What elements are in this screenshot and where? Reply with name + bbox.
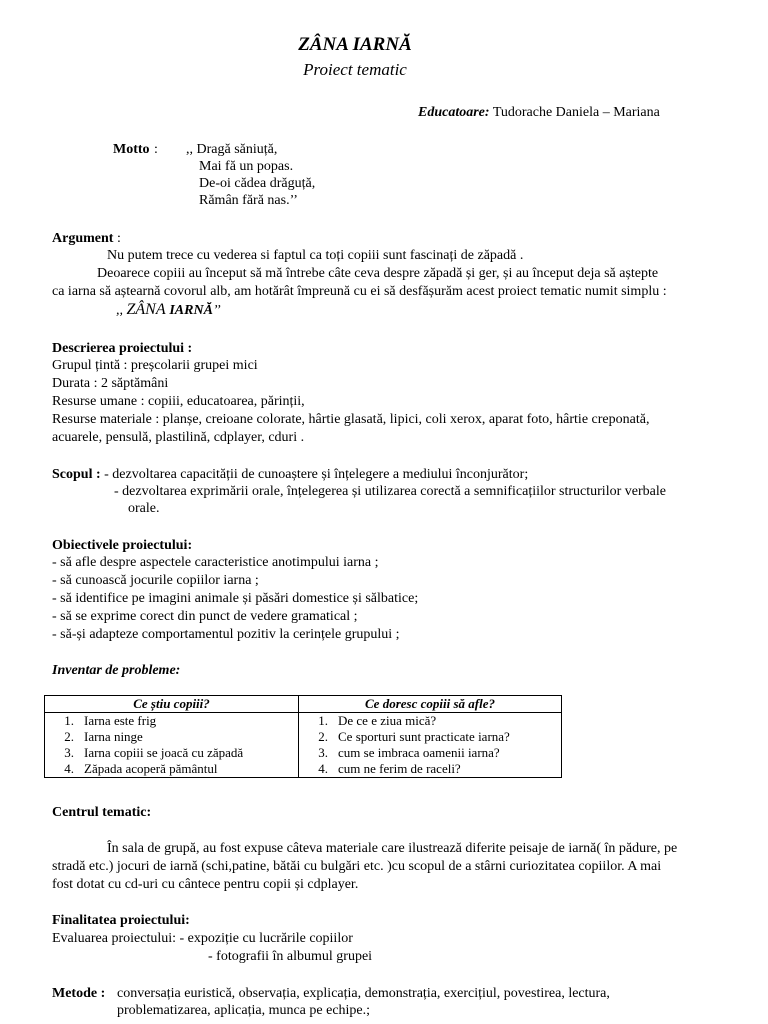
objective-item: - să afle despre aspectele caracteristice anotimpului iarna ; bbox=[52, 555, 379, 570]
finality-line: - fotografii în albumul grupei bbox=[208, 949, 373, 964]
table-row bbox=[45, 713, 562, 730]
want-cell bbox=[299, 713, 562, 730]
scope-text: orale. bbox=[128, 501, 160, 516]
center-text: fost dotat cu cd-uri cu cântece pentru copii și cdplayer. bbox=[52, 877, 359, 892]
motto-label: Motto bbox=[113, 142, 150, 157]
want-text: Ce sporturi sunt practicate iarna? bbox=[338, 729, 510, 744]
motto-separator: : bbox=[154, 142, 158, 157]
want-text: cum ne ferim de raceli? bbox=[338, 761, 461, 776]
educator-label: Educatoare: bbox=[418, 105, 490, 120]
argument-heading-line bbox=[52, 230, 121, 247]
description-heading: Descrierea proiectului : bbox=[52, 341, 193, 356]
methods-text: conversația euristică, observația, explicația, demonstrația, exercițiul, povestirea, lectura, bbox=[117, 986, 610, 1001]
know-text: Zăpada acoperă pământul bbox=[84, 761, 218, 776]
argument-separator: : bbox=[113, 231, 121, 246]
want-cell bbox=[299, 745, 562, 761]
description-line: Durata : 2 săptămâni bbox=[52, 376, 169, 391]
argument-heading: Argument bbox=[52, 231, 114, 246]
document-title: ZÂNA IARNĂ bbox=[298, 34, 412, 55]
finality-evaluation-label: Evaluarea proiectului: bbox=[52, 931, 176, 946]
methods-text: problematizarea, aplicația, munca pe echipe.; bbox=[117, 1003, 371, 1018]
row-number: 2. bbox=[318, 729, 328, 744]
project-name-line bbox=[116, 301, 221, 319]
argument-text: Nu putem trece cu vederea si faptul ca toți copiii sunt fascinați de zăpadă . bbox=[107, 248, 524, 263]
scope-text: - dezvoltarea exprimării orale, înțelegerea și utilizarea corectă a semnificațiilor structurilor verbale bbox=[114, 484, 666, 499]
document-subtitle: Proiect tematic bbox=[303, 60, 407, 79]
motto-line: De-oi cădea drăguță, bbox=[199, 176, 316, 191]
row-number: 2. bbox=[64, 729, 74, 744]
description-line: Grupul țintă : preșcolarii grupei mici bbox=[52, 358, 258, 373]
inventory-heading: Inventar de probleme: bbox=[52, 663, 181, 678]
educator-name: Tudorache Daniela – Mariana bbox=[492, 105, 660, 120]
methods-label: Metode : bbox=[52, 986, 106, 1001]
row-number: 1. bbox=[318, 713, 328, 728]
row-number: 3. bbox=[318, 745, 328, 760]
objective-item: - să cunoască jocurile copiilor iarna ; bbox=[52, 573, 259, 588]
finality-heading: Finalitatea proiectului: bbox=[52, 913, 190, 928]
description-line: Resurse materiale : planșe, creioane colorate, hârtie glasată, lipici, coli xerox, aparat foto, hârtie creponată, bbox=[52, 412, 650, 427]
scope-heading: Scopul : bbox=[52, 467, 101, 482]
want-text: cum se imbraca oamenii iarna? bbox=[338, 745, 500, 760]
column-header-know: Ce știu copiii? bbox=[45, 696, 299, 713]
row-number: 3. bbox=[64, 745, 74, 760]
objectives-heading: Obiectivele proiectului: bbox=[52, 538, 193, 553]
table-row bbox=[45, 729, 562, 745]
project-name-word: ZÂNA bbox=[126, 301, 170, 318]
objective-item: - să identifice pe imagini animale și păsări domestice și sălbatice; bbox=[52, 591, 419, 606]
scope-text: - dezvoltarea capacității de cunoaștere și înțelegere a mediului înconjurător; bbox=[100, 467, 529, 482]
motto-line: ,, Dragă săniuță, bbox=[186, 142, 278, 157]
know-text: Iarna este frig bbox=[84, 713, 157, 728]
center-text: stradă etc.) jocuri de iarnă (schi,patine, bătăi cu bulgări etc. )cu scopul de a stârni curiozitatea copiilor. A mai bbox=[52, 859, 662, 874]
want-cell bbox=[299, 761, 562, 778]
column-header-want: Ce doresc copiii să afle? bbox=[299, 696, 562, 713]
want-text: De ce e ziua mică? bbox=[338, 713, 437, 728]
know-text: Iarna ninge bbox=[84, 729, 143, 744]
project-name-word: IARNĂ bbox=[169, 303, 213, 318]
table-header-row bbox=[45, 696, 562, 713]
description-line: acuarele, pensulă, plastilină, cdplayer, cduri . bbox=[52, 430, 305, 445]
project-name-open: ,, bbox=[116, 303, 127, 318]
finality-line bbox=[52, 930, 353, 947]
argument-text: Deoarece copiii au început să mă întrebe câte ceva despre zăpadă și ger, și au început deja să aștepte bbox=[97, 266, 659, 281]
problems-table bbox=[44, 695, 562, 778]
educator-line bbox=[418, 104, 660, 121]
objective-item: - să se exprime corect din punct de vedere gramatical ; bbox=[52, 609, 358, 624]
row-number: 1. bbox=[64, 713, 74, 728]
row-number: 4. bbox=[318, 761, 328, 776]
finality-evaluation-value: - expoziție cu lucrările copiilor bbox=[176, 931, 353, 946]
center-text: În sala de grupă, au fost expuse câteva materiale care ilustrează diferite peisaje de iarnă( în pădure, pe bbox=[107, 841, 678, 856]
motto-line: Mai fă un popas. bbox=[199, 159, 294, 174]
know-cell bbox=[45, 761, 299, 778]
row-number: 4. bbox=[64, 761, 74, 776]
scope-line bbox=[52, 466, 528, 483]
motto-line: Rămân fără nas.’’ bbox=[199, 193, 298, 208]
objective-item: - să-și adapteze comportamentul pozitiv la cerințele grupului ; bbox=[52, 627, 400, 642]
know-cell bbox=[45, 745, 299, 761]
know-cell bbox=[45, 713, 299, 730]
know-text: Iarna copiii se joacă cu zăpadă bbox=[84, 745, 244, 760]
argument-text: ca iarna să aștearnă covorul alb, am hotărât împreună cu ei să desfășurăm acest proiect tematic numit simplu : bbox=[52, 284, 667, 299]
know-cell bbox=[45, 729, 299, 745]
center-heading: Centrul tematic: bbox=[52, 805, 152, 820]
project-name-close: ’’ bbox=[212, 303, 221, 318]
description-line: Resurse umane : copiii, educatoarea, părinții, bbox=[52, 394, 305, 409]
want-cell bbox=[299, 729, 562, 745]
table-row bbox=[45, 745, 562, 761]
table-row bbox=[45, 761, 562, 778]
